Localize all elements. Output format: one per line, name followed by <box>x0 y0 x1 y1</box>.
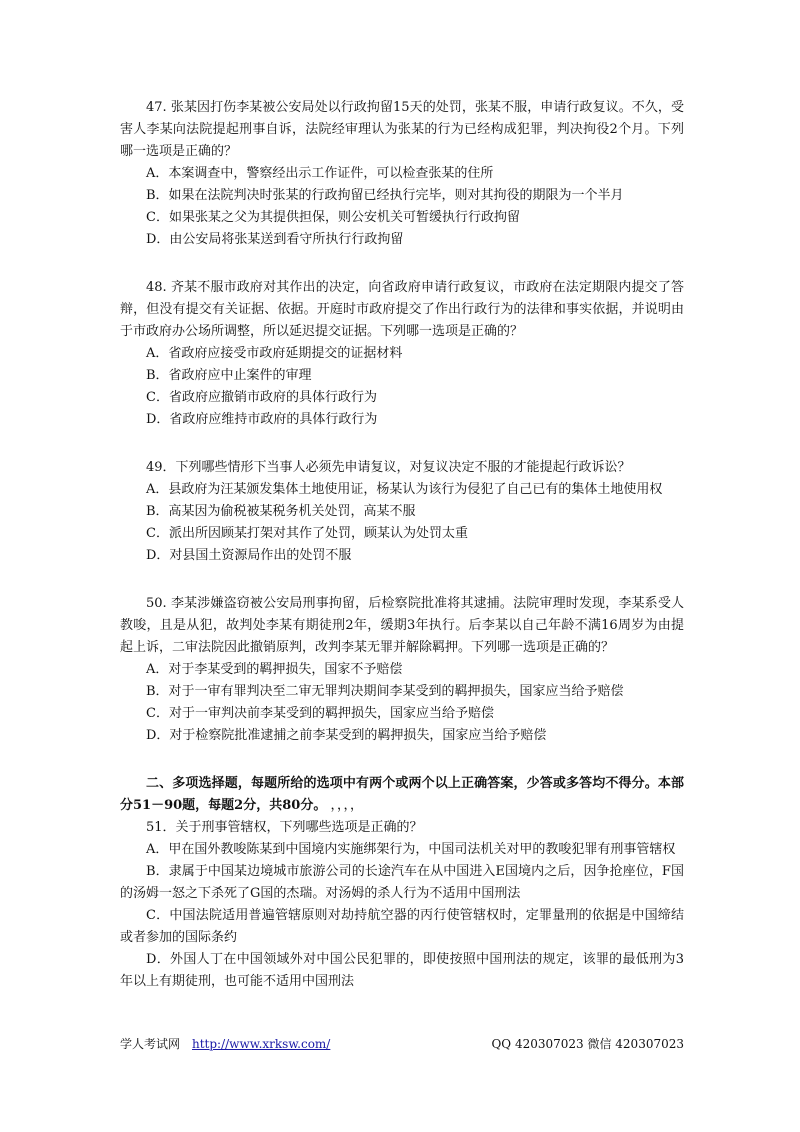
option-b: B．省政府应中止案件的审理 <box>146 368 312 383</box>
option-d: D．由公安局将张某送到看守所执行行政拘留 <box>146 232 404 247</box>
option-b: B．隶属于中国某边境城市旅游公司的长途汽车在从中国进入E国境内之后，因争抢座位，F国的汤姆一怒之下杀死了G国的杰瑞。对汤姆的杀人行为不适用中国刑法 <box>120 864 684 901</box>
option-b: B．高某因为偷税被某税务机关处罚，高某不服 <box>146 504 416 519</box>
page-footer <box>120 1034 684 1054</box>
option-c: C．如果张某之父为其提供担保，则公安机关可暂缓执行行政拘留 <box>146 210 520 225</box>
option-a: A．省政府应接受市政府延期提交的证据材料 <box>146 346 403 361</box>
option-c: C．派出所因顾某打架对其作了处罚，顾某认为处罚太重 <box>146 526 468 541</box>
question-stem: 50. 李某涉嫌盗窃被公安局刑事拘留，后检察院批准将其逮捕。法院审理时发现，李某系受人教唆，且是从犯，故判处李某有期徒刑2年，缓期3年执行。后李某以自己年龄不满16周岁为由提起上诉，二审法院因此撤销原判，改判李某无罪并解除羁押。下列哪一选项是正确的？ <box>120 596 684 655</box>
option-d: D．对于检察院批准逮捕之前李某受到的羁押损失，国家应当给予赔偿 <box>146 728 547 743</box>
option-c: C．中国法院适用普遍管辖原则对劫持航空器的丙行使管辖权时，定罪量刑的依据是中国缔结或者参加的国际条约 <box>120 908 684 945</box>
section-heading <box>120 773 684 817</box>
option-d: D．外国人丁在中国领域外对中国公民犯罪的，即使按照中国刑法的规定，该罪的最低刑为3年以上有期徒刑，也可能不适用中国刑法 <box>120 952 684 989</box>
option-a: A．县政府为汪某颁发集体土地使用证，杨某认为该行为侵犯了自己已有的集体土地使用权 <box>146 482 663 497</box>
option-b: B．如果在法院判决时张某的行政拘留已经执行完毕，则对其拘役的期限为一个半月 <box>146 188 624 203</box>
footer-url-link[interactable]: http://www.xrksw.com/ <box>192 1037 331 1051</box>
section-heading-text: 二、多项选择题，每题所给的选项中有两个或两个以上正确答案，少答或多答均不得分。本部分51－90题，每题2分，共80分。 <box>120 776 684 813</box>
option-a: A．本案调查中，警察经出示工作证件，可以检查张某的住所 <box>146 166 494 181</box>
footer-site-name: 学人考试网 <box>120 1037 181 1051</box>
question-stem: 48. 齐某不服市政府对其作出的决定，向省政府申请行政复议，市政府在法定期限内提交了答辩，但没有提交有关证据、依据。开庭时市政府提交了作出行政行为的法律和事实依据，并说明由于市政府办公场所调整，所以延迟提交证据。下列哪一选项是正确的？ <box>120 280 684 339</box>
section-heading-tail: ，，，， <box>326 798 363 813</box>
question-51-stem: 51．关于刑事管辖权，下列哪些选项是正确的？ <box>146 820 423 835</box>
question-stem: 49．下列哪些情形下当事人必须先申请复议，对复议决定不服的才能提起行政诉讼？ <box>146 460 631 475</box>
section-multiple-choice <box>120 773 684 993</box>
option-c: C．对于一审判决前李某受到的羁押损失，国家应当给予赔偿 <box>146 706 494 721</box>
question-50 <box>120 593 684 747</box>
question-stem: 47. 张某因打伤李某被公安局处以行政拘留15天的处罚，张某不服，申请行政复议。不久，受害人李某向法院提起刑事自诉，法院经审理认为张某的行为已经构成犯罪，判决拘役2个月。下列哪一选项是正确的？ <box>120 100 684 159</box>
option-a: A．甲在国外教唆陈某到中国境内实施绑架行为，中国司法机关对甲的教唆犯罪有刑事管辖权 <box>146 842 676 857</box>
option-c: C．省政府应撤销市政府的具体行政行为 <box>146 390 377 405</box>
footer-contact: QQ 420307023 微信 420307023 <box>491 1037 684 1051</box>
question-48 <box>120 277 684 431</box>
document-body <box>120 97 684 993</box>
option-a: A．对于李某受到的羁押损失，国家不予赔偿 <box>146 662 403 677</box>
option-d: D．省政府应维持市政府的具体行政行为 <box>146 412 378 427</box>
option-b: B．对于一审有罪判决至二审无罪判决期间李某受到的羁押损失，国家应当给予赔偿 <box>146 684 624 699</box>
option-d: D．对县国土资源局作出的处罚不服 <box>146 548 352 563</box>
question-47 <box>120 97 684 251</box>
question-49 <box>120 457 684 567</box>
